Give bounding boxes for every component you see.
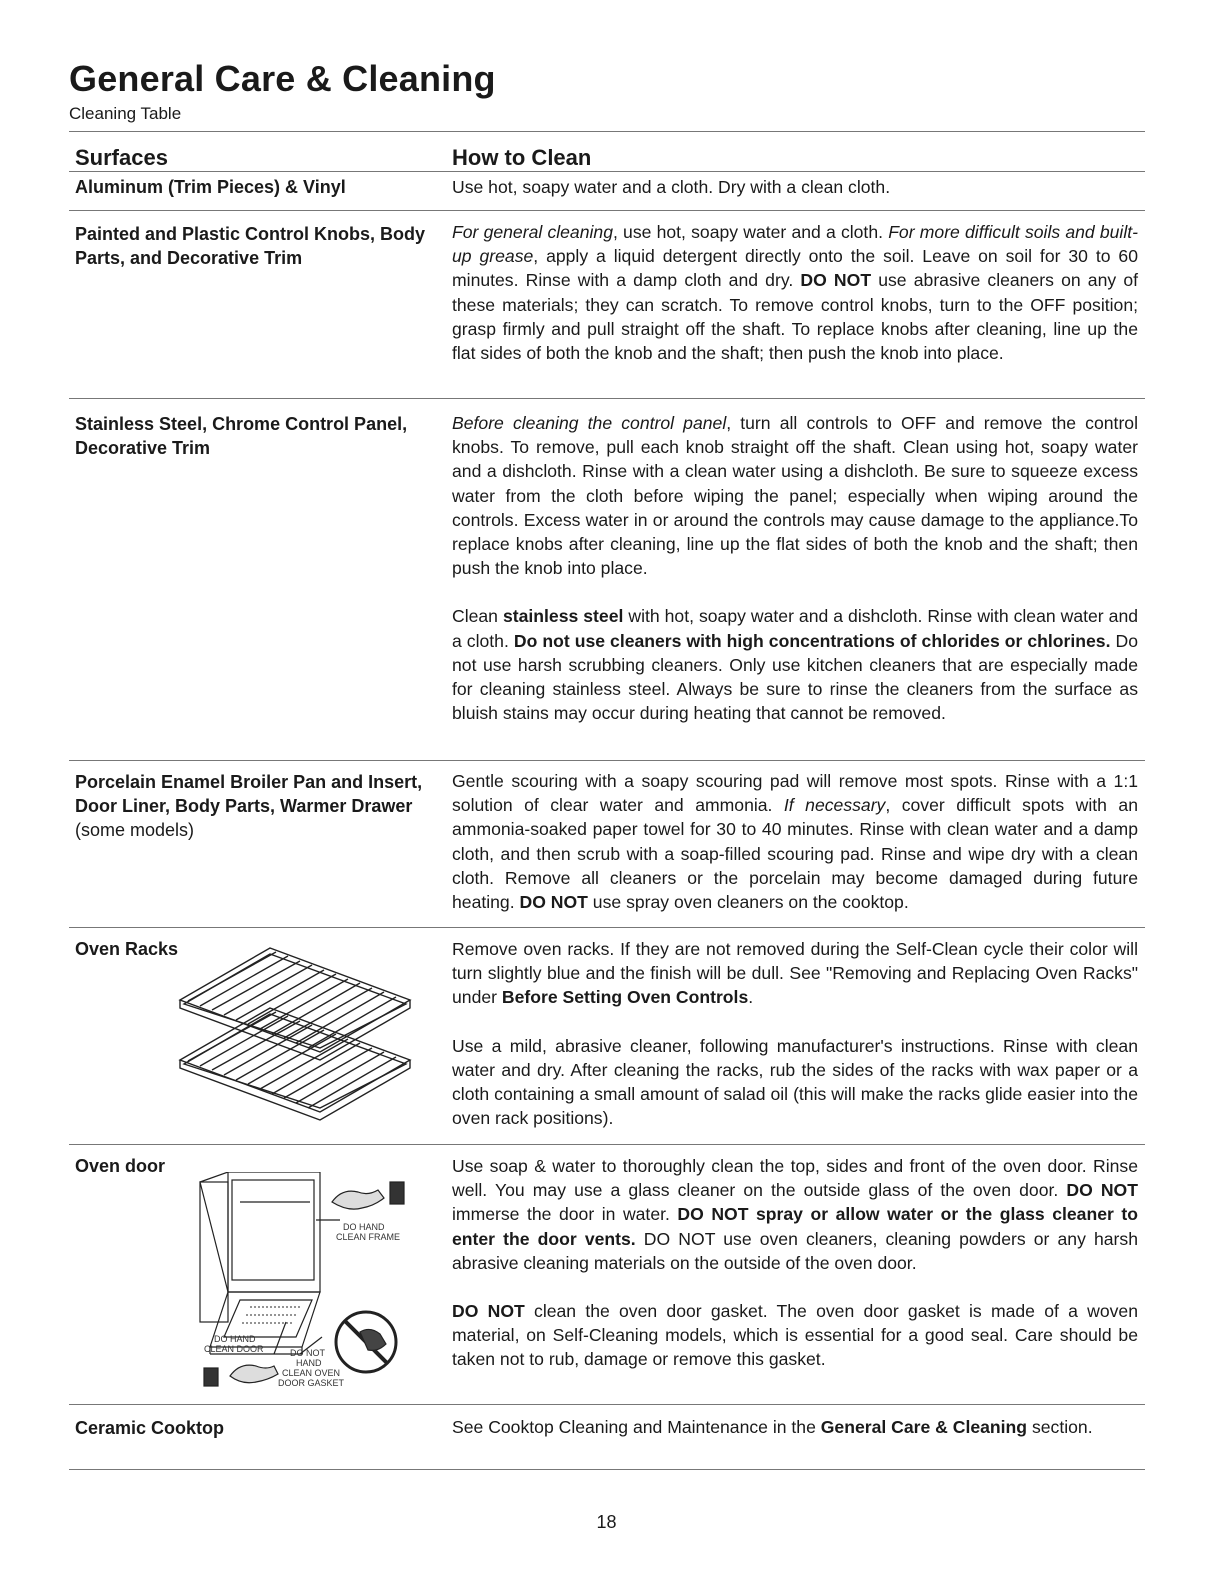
instruction-paragraph [452, 1154, 1138, 1275]
instruction-text: use spray oven cleaners on the cooktop. [587, 892, 909, 913]
cleaning-instructions [452, 937, 1138, 1130]
instruction-text: Before cleaning the control panel [452, 413, 727, 433]
oven-racks-illustration [170, 938, 422, 1136]
column-header-how-to-clean: How to Clean [452, 145, 592, 170]
instruction-text: Gentle scouring with a soapy scouring pad will remove most spots. Rinse with a 1:1 solution of clear water and ammonia. [452, 771, 1138, 816]
label-gasket-2: HAND [296, 1358, 322, 1368]
instruction-paragraph [452, 769, 1138, 914]
instruction-text: DO NOT [519, 892, 588, 913]
column-header-rule [69, 171, 1145, 172]
page-subtitle: Cleaning Table [69, 104, 182, 123]
surface-label-note: (some models) [75, 820, 195, 840]
instruction-text: immerse the door in water. [452, 1204, 678, 1225]
instruction-paragraph [452, 1415, 1138, 1439]
row-divider [69, 1469, 1145, 1470]
label-gasket-3: CLEAN OVEN [282, 1368, 341, 1378]
label-hand-clean-door-2: CLEAN DOOR [204, 1344, 264, 1354]
surface-label: Painted and Plastic Control Knobs, Body Parts, and Decorative Trim [75, 224, 426, 268]
instruction-text: Use a mild, abrasive cleaner, following manufacturer's instructions. Rinse with clean water and dry. After cleaning the racks, rub the sides of the racks with wax paper or a cloth containing a small amount of salad oil (this will make the racks glide easier into the oven rack positions). [452, 1035, 1138, 1129]
surface-label: Aluminum (Trim Pieces) & Vinyl [75, 177, 346, 197]
instruction-text: stainless steel [502, 606, 624, 627]
instruction-text: See Cooktop Cleaning and Maintenance in the [452, 1417, 821, 1437]
row-divider [69, 1144, 1145, 1145]
instruction-text: If necessary [783, 795, 886, 816]
surface-label: Oven door [75, 1156, 166, 1176]
instruction-text: clean the oven door gasket. The oven door gasket is made of a woven material, on Self-Cleaning models, which is essential for a good seal. Care should be taken not to rub, damage or remove this gasket. [452, 1301, 1138, 1370]
instruction-text: Clean [452, 606, 503, 627]
surface-label-text: Porcelain Enamel Broiler Pan and Insert, Door Liner, Body Parts, Warmer Drawer [75, 772, 423, 816]
instruction-text: Use hot, soapy water and a cloth. Dry with a clean cloth. [452, 177, 891, 197]
instruction-text: Use soap & water to thoroughly clean the top, sides and front of the oven door. Rinse well. You may use a glass cleaner on the outside glass of the oven door. [452, 1156, 1138, 1201]
cleaning-instructions [452, 411, 1138, 725]
instruction-paragraph [452, 175, 1138, 199]
instruction-paragraph [452, 937, 1138, 1010]
row-divider [69, 210, 1145, 211]
column-header-surfaces: Surfaces [75, 145, 168, 170]
cleaning-instructions [452, 220, 1138, 365]
label-hand-clean-frame-1: DO HAND [343, 1222, 385, 1232]
instruction-paragraph [452, 220, 1138, 365]
surface-label: Oven Racks [75, 939, 179, 959]
instruction-text: Do not use harsh scrubbing cleaners. Only use kitchen cleaners that are especially made for cleaning stainless steel. Always be sure to rinse the cleaners from the surface as bluish stains may occur during heating that cannot be removed. [452, 630, 1138, 724]
instruction-text: Do not use cleaners with high concentrations of chlorides or chlorines. [513, 630, 1111, 651]
label-hand-clean-door-1: DO HAND [214, 1334, 256, 1344]
instruction-text: , cover difficult spots with an ammonia-soaked paper towel for 30 to 40 minutes. Rinse with clean water and a damp cloth, and then scrub with a soap-filled scouring pad. Rinse and wipe dry with a clean cloth. Remove all cleaners or the porcelain may become damaged during future heating. [452, 795, 1138, 913]
instruction-text: , turn all controls to OFF and remove the control knobs. To remove, pull each knob straight off the shaft. Clean using hot, soapy water and a dishcloth. Rinse with a clean water using a dishcloth. Be sure to squeeze excess water from the cloth before wiping the panel; especially when wiping around the controls. Excess water in or around the controls may cause damage to the appliance.To replace knobs after cleaning, line up the flat sides of both the knob and the shaft; then push the knob into place. [452, 413, 1138, 579]
header-rule [69, 131, 1145, 132]
cleaning-instructions [452, 1154, 1138, 1372]
oven-door-illustration [190, 1172, 440, 1394]
instruction-text: For more difficult soils and built-up grease [452, 222, 1138, 267]
page-number: 18 [596, 1512, 617, 1532]
instruction-text: . [748, 987, 754, 1008]
cleaning-instructions [452, 769, 1138, 914]
surface-label [75, 770, 430, 842]
instruction-text: Before Setting Oven Controls [501, 987, 749, 1008]
cleaning-instructions [452, 175, 1138, 199]
row-divider [69, 1404, 1145, 1405]
instruction-paragraph [452, 1299, 1138, 1372]
instruction-paragraph [452, 604, 1138, 725]
instruction-text: section. [1027, 1417, 1093, 1437]
cleaning-instructions [452, 1415, 1138, 1439]
surface-label: Stainless Steel, Chrome Control Panel, Decorative Trim [75, 414, 408, 458]
instruction-text: , use hot, soapy water and a cloth. [612, 222, 889, 242]
label-hand-clean-frame-2: CLEAN FRAME [336, 1232, 401, 1242]
surface-label: Ceramic Cooktop [75, 1418, 225, 1438]
label-gasket-1: DO NOT [290, 1348, 325, 1358]
row-divider [69, 760, 1145, 761]
instruction-text: DO NOT [452, 1301, 525, 1322]
page-title: General Care & Cleaning [69, 58, 496, 99]
instruction-text: with hot, soapy water and a dishcloth. Rinse with clean water and a cloth. [452, 606, 1139, 651]
row-divider [69, 927, 1145, 928]
instruction-text: DO NOT [1066, 1180, 1138, 1201]
instruction-text: General Care & Cleaning [820, 1417, 1028, 1437]
instruction-paragraph [452, 411, 1138, 580]
instruction-text: DO NOT use oven cleaners, cleaning powders or any harsh abrasive cleaning materials on the outside of the oven door. [452, 1228, 1138, 1273]
instruction-text: , apply a liquid detergent directly onto the soil. Leave on soil for 30 to 60 minutes. Rinse with a damp cloth and dry. [452, 246, 1138, 291]
instruction-paragraph [452, 1034, 1138, 1131]
instruction-text: DO NOT [800, 270, 872, 291]
instruction-text: For general cleaning [452, 222, 613, 242]
label-gasket-4: DOOR GASKET [278, 1378, 345, 1388]
instruction-text: DO NOT spray or allow water or the glass cleaner to enter the door vents. [452, 1204, 1138, 1249]
row-divider [69, 398, 1145, 399]
instruction-text: Remove oven racks. If they are not removed during the Self-Clean cycle their color will turn slightly blue and the finish will be dull. See "Removing and Replacing Oven Racks" under [452, 939, 1138, 1008]
instruction-text: use abrasive cleaners on any of these materials; they can scratch. To remove control knobs, turn to the OFF position; grasp firmly and pull straight off the shaft. To replace knobs after cleaning, line up the flat sides of both the knob and the shaft; then push the knob into place. [452, 270, 1138, 364]
